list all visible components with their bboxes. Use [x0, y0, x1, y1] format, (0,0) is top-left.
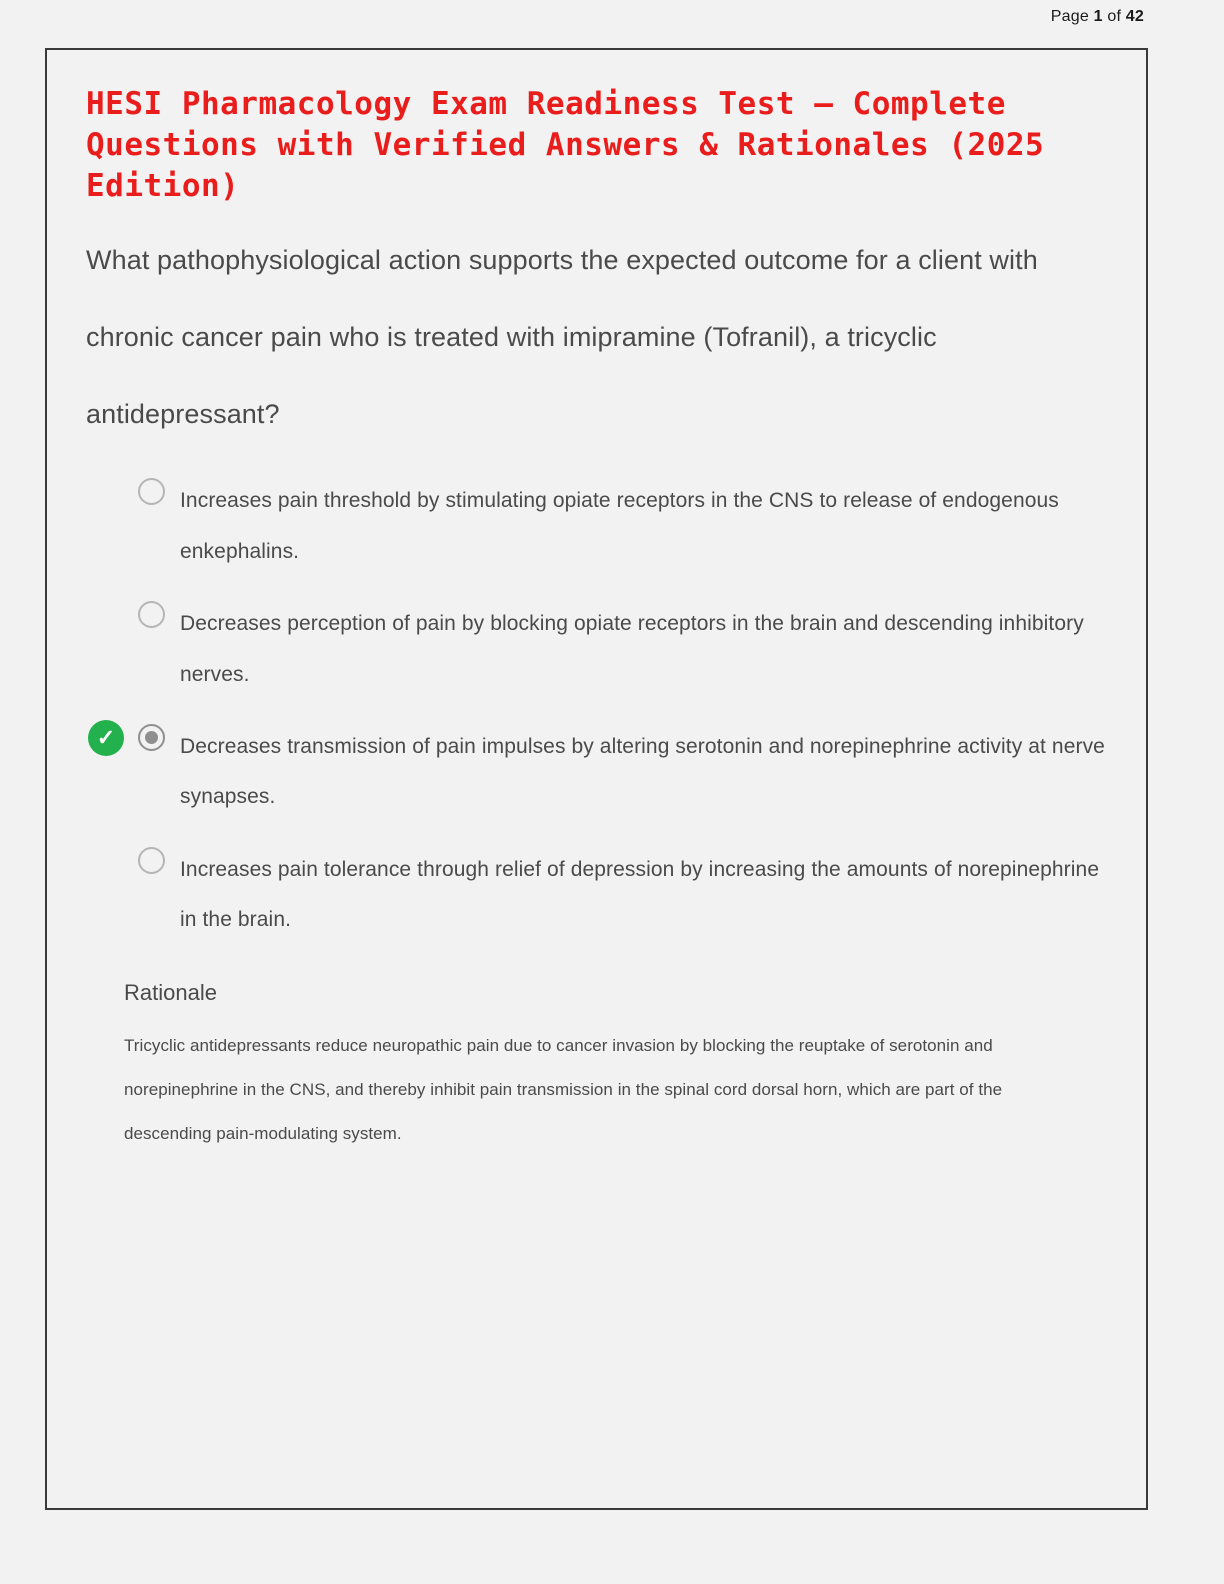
- answer-option-label: Decreases perception of pain by blocking opiate receptors in the brain and descending inhibitory nerves.: [180, 612, 1084, 686]
- page-indicator: [1051, 8, 1144, 26]
- answer-option-label: Increases pain tolerance through relief of depression by increasing the amounts of norepinephrine in the brain.: [180, 857, 1100, 932]
- document-page: [45, 48, 1148, 1510]
- radio-button-icon[interactable]: [138, 478, 165, 505]
- rationale-text: Tricyclic antidepressants reduce neuropathic pain due to cancer invasion by blocking the reuptake of serotonin and norepinephrine in the CNS, and thereby inhibit pain transmission in the spinal cord dorsal horn, which are part of the descending pain-modulating system.: [124, 1035, 1003, 1143]
- page-indicator-total: 42: [1125, 8, 1144, 25]
- answer-options-list: [96, 476, 1116, 945]
- answer-option-label: Increases pain threshold by stimulating opiate receptors in the CNS to release of endogenous enkephalins.: [180, 489, 1059, 563]
- answer-option[interactable]: [138, 476, 1116, 577]
- answer-option[interactable]: [138, 599, 1116, 700]
- document-title: HESI Pharmacology Exam Readiness Test — Complete Questions with Verified Answers & Rationales (2025 Edition): [86, 86, 1045, 205]
- radio-button-icon[interactable]: [138, 724, 165, 751]
- answer-option-selected[interactable]: [96, 722, 1116, 823]
- answer-option[interactable]: [138, 845, 1116, 946]
- radio-button-icon[interactable]: [138, 601, 165, 628]
- page-indicator-current: 1: [1093, 8, 1103, 25]
- check-circle-icon: ✓: [88, 720, 124, 756]
- rationale-heading: Rationale: [124, 979, 217, 1005]
- page-indicator-prefix: Page: [1050, 8, 1089, 25]
- question-text: What pathophysiological action supports the expected outcome for a client with chronic cancer pain who is treated with imipramine (Tofranil), a tricyclic antidepressant?: [86, 244, 1038, 429]
- answer-option-label: Decreases transmission of pain impulses by altering serotonin and norepinephrine activity at nerve synapses.: [180, 735, 1105, 809]
- radio-button-icon[interactable]: [138, 847, 165, 874]
- page-indicator-middle: of: [1107, 8, 1122, 25]
